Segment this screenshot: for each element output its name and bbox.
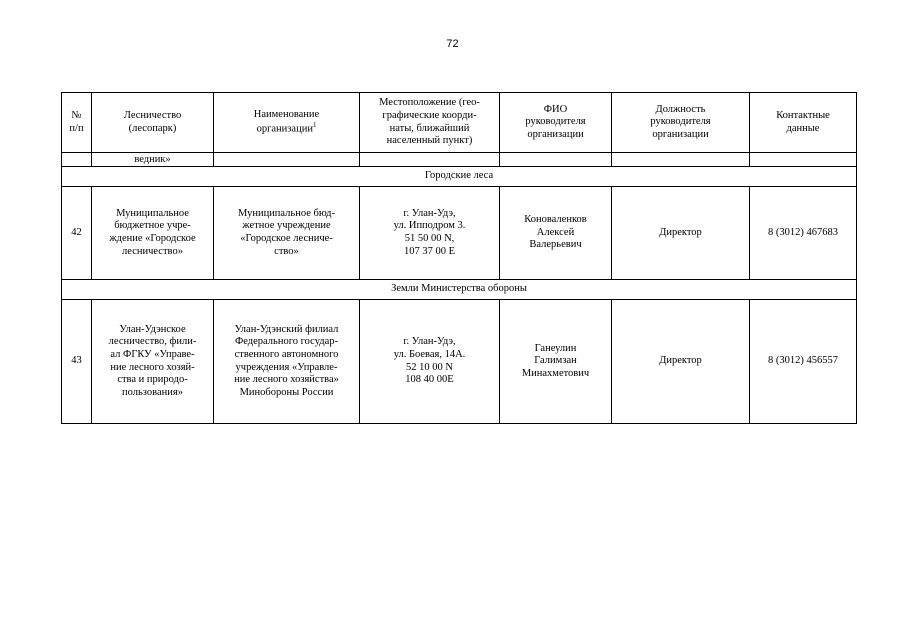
header-contacts: Контактные данные bbox=[750, 93, 857, 153]
section-heading-row bbox=[62, 280, 857, 300]
row-head-name: Ганеулин Галимзан Минахметович bbox=[500, 300, 612, 424]
table-cell bbox=[214, 153, 360, 167]
continuation-forestry: ведник» bbox=[92, 153, 214, 167]
table-row bbox=[62, 300, 857, 424]
row-number: 42 bbox=[62, 187, 92, 280]
row-forestry: Улан-Удэнское лесничество, фили- ал ФГКУ «Управе- ние лесного хозяй- ства и природо- пользования» bbox=[92, 300, 214, 424]
header-organization bbox=[214, 93, 360, 153]
section-title: Городские леса bbox=[62, 167, 857, 187]
table-cell bbox=[62, 153, 92, 167]
table-cell bbox=[612, 153, 750, 167]
organizations-table bbox=[61, 92, 857, 424]
table-row bbox=[62, 187, 857, 280]
row-forestry: Муниципальное бюджетное учре- ждение «Городское лесничество» bbox=[92, 187, 214, 280]
header-position: Должность руководителя организации bbox=[612, 93, 750, 153]
section-title: Земли Министерства обороны bbox=[62, 280, 857, 300]
row-contacts: 8 (3012) 467683 bbox=[750, 187, 857, 280]
table-header-row bbox=[62, 93, 857, 153]
row-organization: Муниципальное бюд- жетное учреждение «Городское лесниче- ство» bbox=[214, 187, 360, 280]
row-number: 43 bbox=[62, 300, 92, 424]
header-forestry: Лесничество (лесопарк) bbox=[92, 93, 214, 153]
header-number: № п/п bbox=[62, 93, 92, 153]
continuation-row bbox=[62, 153, 857, 167]
header-organization-label: Наименование организации bbox=[253, 108, 320, 135]
row-position: Директор bbox=[612, 187, 750, 280]
row-organization: Улан-Удэнский филиал Федерального государ- ственного автономного учреждения «Управле- ние лесного хозяйства» Минобороны России bbox=[214, 300, 360, 424]
section-heading-row bbox=[62, 167, 857, 187]
row-location: г. Улан-Удэ, ул. Боевая, 14А. 52 10 00 N 108 40 00E bbox=[360, 300, 500, 424]
header-head-name: ФИО руководителя организации bbox=[500, 93, 612, 153]
row-location: г. Улан-Удэ, ул. Ипподром 3. 51 50 00 N, 107 37 00 E bbox=[360, 187, 500, 280]
table-cell bbox=[500, 153, 612, 167]
header-location: Местоположение (гео- графические коорди- наты, ближайший населенный пункт) bbox=[360, 93, 500, 153]
page-number: 72 bbox=[446, 38, 459, 50]
row-position: Директор bbox=[612, 300, 750, 424]
footnote-marker: 1 bbox=[312, 121, 317, 130]
row-head-name: Коноваленков Алексей Валерьевич bbox=[500, 187, 612, 280]
table-cell bbox=[750, 153, 857, 167]
row-contacts: 8 (3012) 456557 bbox=[750, 300, 857, 424]
table-cell bbox=[360, 153, 500, 167]
